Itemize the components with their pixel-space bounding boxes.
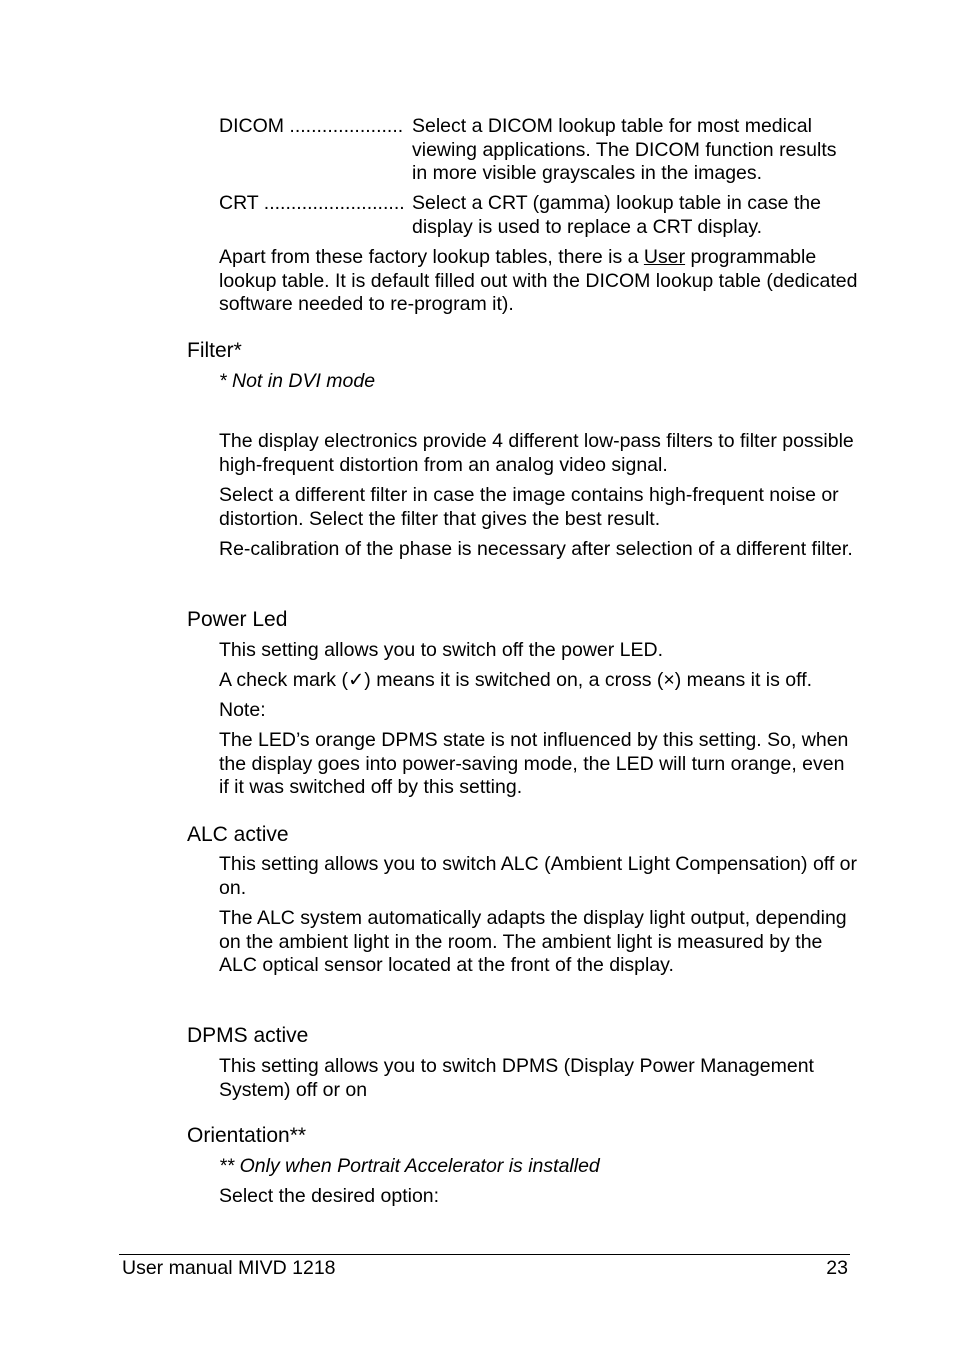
- filter-paragraph-3: Re-calibration of the phase is necessary after selection of a different filter.: [219, 538, 853, 560]
- orientation-note: ** Only when Portrait Accelerator is installed: [219, 1155, 600, 1177]
- power-led-paragraph-2: A check mark (✓) means it is switched on, a cross (×) means it is off.: [219, 669, 813, 691]
- footer-title: User manual MIVD 1218: [122, 1257, 336, 1279]
- lookup-para-after: programmable lookup table. It is default filled out with the DICOM lookup table (dedicated software needed to re-program it).: [219, 246, 858, 315]
- lookup-user-paragraph: [219, 246, 859, 317]
- orientation-heading: Orientation**: [187, 1124, 307, 1147]
- power-led-paragraph-1: This setting allows you to switch off the power LED.: [219, 639, 664, 661]
- power-led-paragraph-4: The LED’s orange DPMS state is not influenced by this setting. So, when the display goes into power-saving mode, the LED will turn orange, even if it was switched off by this setting.: [219, 729, 849, 798]
- filter-paragraph-1: The display electronics provide 4 different low-pass filters to filter possible high-frequent distortion from an analog video signal.: [219, 430, 854, 476]
- alc-paragraph-1: This setting allows you to switch ALC (Ambient Light Compensation) off or on.: [219, 853, 858, 899]
- dpms-heading: DPMS active: [187, 1024, 309, 1047]
- alc-heading: ALC active: [187, 823, 289, 846]
- footer-divider: [119, 1254, 850, 1255]
- lookup-crt-desc: Select a CRT (gamma) lookup table in case the display is used to replace a CRT display.: [412, 192, 821, 238]
- lookup-dicom-desc: Select a DICOM lookup table for most medical viewing applications. The DICOM function results in more visible grayscales in the images.: [412, 115, 837, 184]
- filter-note: * Not in DVI mode: [219, 370, 376, 392]
- power-led-note-label: Note:: [219, 699, 266, 721]
- orientation-paragraph-1: Select the desired option:: [219, 1185, 440, 1207]
- alc-paragraph-2: The ALC system automatically adapts the display light output, depending on the ambient light in the room. The ambient light is measured by the ALC optical sensor located at the front of the display.: [219, 907, 847, 976]
- power-led-heading: Power Led: [187, 608, 288, 631]
- lookup-para-before: Apart from these factory lookup tables, there is a: [219, 246, 644, 268]
- lookup-dicom-term: DICOM .....................: [219, 115, 404, 137]
- dpms-paragraph-1: This setting allows you to switch DPMS (Display Power Management System) off or on: [219, 1055, 814, 1101]
- page-number: 23: [826, 1257, 848, 1279]
- filter-paragraph-2: Select a different filter in case the image contains high-frequent noise or distortion. Select the filter that gives the best result.: [219, 484, 839, 530]
- lookup-crt-term: CRT ..........................: [219, 192, 405, 214]
- filter-heading: Filter*: [187, 339, 242, 362]
- lookup-user-term: User: [643, 246, 686, 268]
